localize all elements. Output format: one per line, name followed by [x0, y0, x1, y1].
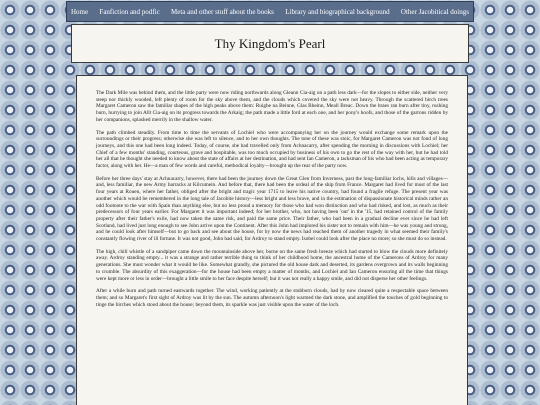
story-paragraph: Before her three days' stay at Achnacarry, however, there had been the journey down the Great Glen from Inverness, past the long-familiar lochs, hills and villages—and, less familiar, the new Army barracks at Kilcumein. And before that, there had been the ordeal of the ship from France. Margaret had lived for most of the last four years at Rouen, where her father, obliged after the bright and tragic year 1715 to leave his native country, had found a fragile refuge. The present year was another which would be remembered in the long tale of Jacobite history—less bright and less brave, and in the estimation of dispassionate historical minds rather an odd footnote to the war with Spain than anything else, but no less proud a memory for those who had won distinction and who had risked, and lost, as much as their predecessors of four years earlier. For Margaret it was important indeed; for her brother, who, not having been 'out' in the '15, had retained control of the family property after their father's exile, had now taken the same risk, and paid the same price. Their father, who had been in a gradual decline ever since he had left Scotland, had lived just long enough to see John arrive upon the Continent. After this John had implored his sister not to remain with him—he was young and strong, and he could look after himself—but to go back and see about the house, for by now the news had reached them of another tragedy in what seemed their family's constantly flowing river of ill fortune. It was not good, John had said, for Ardroy to stand empty. Isobel could look after the place no more; so she must do so instead. — [96, 175, 448, 243]
story-paragraph: The Dark Mile was behind them, and the little party were now riding northwards along Gleann Cia-aig on a path less dark—for the slopes to either side, neither very steep nor thickly wooded, left plenty of room for the sky above them, and the clouds which covered the sky were not heavy. Through the scattered birch trees Margaret Cameron saw the familiar shapes of the high peaks above them: Ruighe na Beinne, Glas Bheinn, Meall Breac. Down the braes ran burn after tiny, rushing burn, hurrying to join Allt Cia-aig on its progress towards the Arkaig; the path made a little ford at each one, and her pony's hoofs, and those of the garrons ridden by her companions, splashed merrily in the shallow water. — [96, 90, 448, 123]
nav-link-meta[interactable]: Meta and other stuff about the books — [171, 7, 274, 16]
nav-link-home[interactable]: Home — [71, 7, 89, 16]
nav-link-fanfiction-and-podfic[interactable]: Fanfiction and podfic — [99, 7, 160, 16]
nav-link-jacobitical-doings[interactable]: Other Jacobitical doings — [400, 7, 469, 16]
title-box — [71, 24, 469, 63]
story-paragraph: The high, chill whistle of a sandpiper came down the mountainside above her, borne on the same fresh breeze which had started to blow the clouds more definitely away. Ardroy standing empty... it was a strange and rather terrible thing to think of her childhood home, the ancestral home of the Camerons of Ardroy for many generations. She must wonder what it would be like. Somewhat grandly, she pictured the old house dark and deserted, its gardens overgrown and its walls beginning to crumble. The absurdity of this exaggeration—for the house had been empty a matter of months, and Lochiel and Ian Cameron ensuring all the time that things were kept more or less in order—brought a little smile to her face despite herself; but it was not really a happy smile, and did not disperse her other feelings. — [96, 248, 448, 282]
page-title: Thy Kingdom's Pearl — [214, 35, 326, 51]
top-navigation-bar — [66, 1, 474, 22]
story-paragraph: The path climbed steadily. From time to time the servants of Lochiel who were accompanying her on the journey would exchange some remark upon the surroundings or their progress; otherwise she was left to silence, and to her own thoughts. The tone of these was stoic, for Margaret Cameron was not fond of long journeys, and this one had been long indeed. Today, of course, she had travelled only from Achnacarry, after spending the morning in discussions with Lochiel; her Chief of a few months' standing, courteous, grave and hospitable, was too much occupied by business of his own to go the rest of the way with her, but he had told her all that he thought she needed to know about the state of affairs at her destination, and had sent Ian Cameron, a tacksman of his who had been acting as temporary factor, along with her. He—a man of few words and careful, methodical loyalty—brought up the rear of the party now. — [96, 129, 448, 170]
story-paragraph: After a while burn and path turned eastwards together. The wind, working patiently at the stubborn clouds, had by now cleared quite a respectable space between them; and so Margaret's first sight of Ardroy was lit by the sun. The autumn afternoon's light warmed the dark stone, and amplified the touches of gold beginning to tinge the birches which stood about the house; beyond them, its sparkle was just visible upon the water of the loch. — [96, 288, 448, 308]
story-content — [76, 75, 468, 405]
nav-link-library[interactable]: Library and biographical background — [285, 7, 390, 16]
